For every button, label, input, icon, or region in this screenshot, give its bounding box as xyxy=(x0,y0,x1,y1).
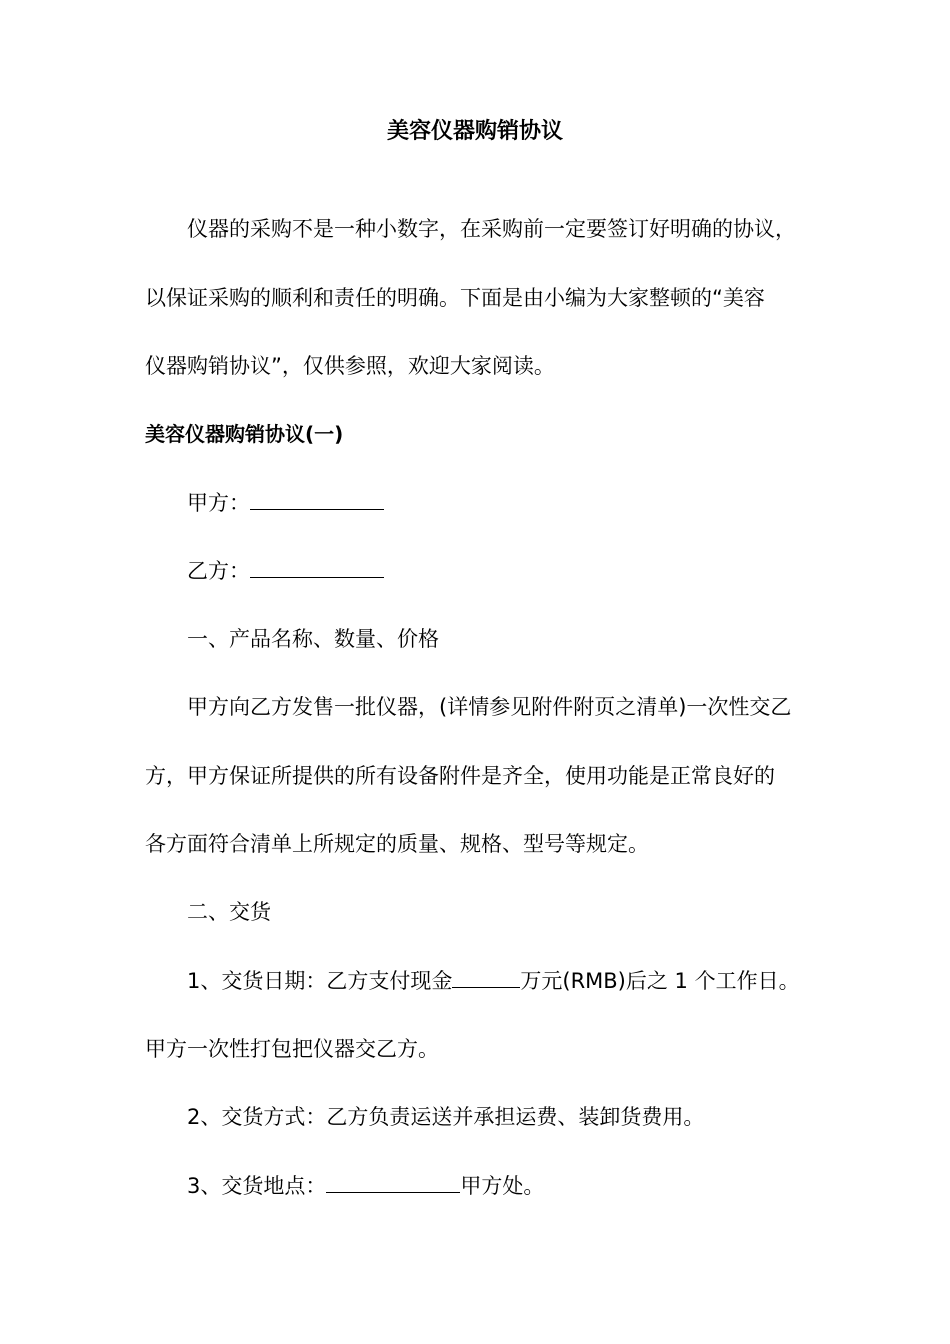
clause-1-line-3: 各方面符合清单上所规定的质量、规格、型号等规定。 xyxy=(145,832,649,856)
clause-2-heading: 二、交货 xyxy=(187,900,271,924)
delivery-method-line: 2、交货方式：乙方负责运送并承担运费、装卸货费用。 xyxy=(187,1105,705,1129)
intro-line-1: 仪器的采购不是一种小数字，在采购前一定要签订好明确的协议， xyxy=(187,217,796,241)
party-a-line xyxy=(187,488,810,518)
location-blank xyxy=(326,1171,460,1193)
intro-line-2: 以保证采购的顺利和责任的明确。下面是由小编为大家整顿的“美容 xyxy=(145,286,765,310)
party-b-line xyxy=(187,556,810,586)
delivery-date-text: 1、交货日期：乙方支付现金 xyxy=(187,969,453,993)
delivery-location-line xyxy=(187,1171,810,1201)
delivery-location-label: 3、交货地点： xyxy=(187,1174,327,1198)
delivery-location-end: 甲方处。 xyxy=(460,1174,545,1198)
section-heading: 美容仪器购销协议(一) xyxy=(145,422,344,446)
delivery-date-continuation: 甲方一次性打包把仪器交乙方。 xyxy=(145,1037,439,1061)
party-a-label: 甲方： xyxy=(187,491,250,515)
party-b-label: 乙方： xyxy=(187,559,250,583)
amount-blank xyxy=(452,966,520,988)
clause-1-line-2: 方，甲方保证所提供的所有设备附件是齐全，使用功能是正常良好的 xyxy=(145,764,775,788)
document-title: 美容仪器购销协议 xyxy=(386,119,563,144)
party-b-blank xyxy=(250,556,384,578)
party-a-blank xyxy=(250,488,384,510)
delivery-date-text-end: 万元(RMB)后之 1 个工作日。 xyxy=(520,969,800,993)
intro-line-3: 仪器购销协议”，仅供参照，欢迎大家阅读。 xyxy=(145,354,555,378)
clause-1-heading: 一、产品名称、数量、价格 xyxy=(187,627,439,651)
delivery-date-line xyxy=(187,966,810,996)
clause-1-line-1: 甲方向乙方发售一批仪器，(详情参见附件附页之清单)一次性交乙 xyxy=(187,695,792,719)
